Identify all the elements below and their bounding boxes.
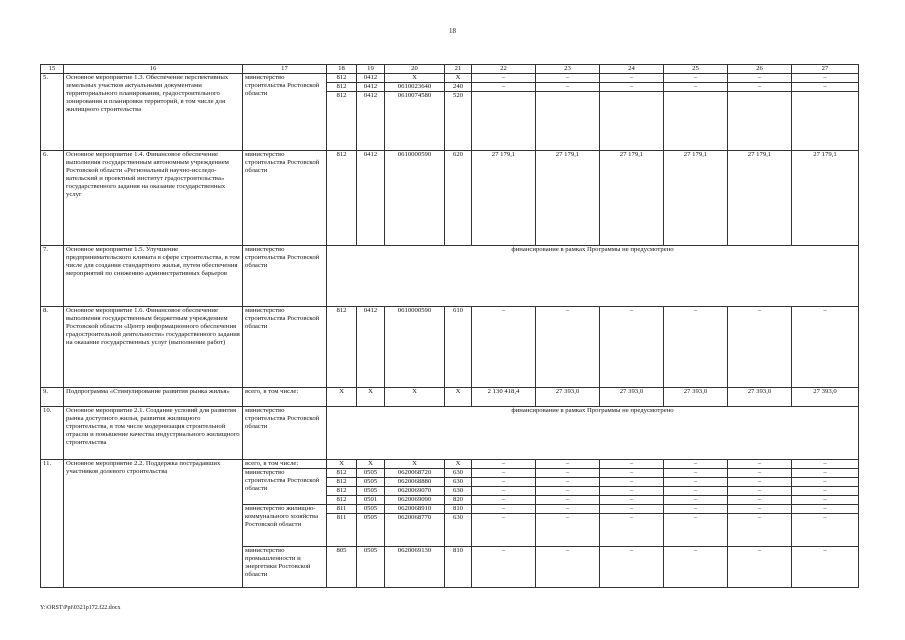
column-header: 25: [664, 65, 728, 74]
value-cell: –: [664, 74, 728, 83]
code-cell: 812: [327, 307, 357, 388]
value-cell: –: [472, 307, 536, 388]
value-cell: [472, 92, 536, 151]
value-cell: –: [472, 74, 536, 83]
value-cell: –: [600, 547, 664, 588]
measure-title: Основное мероприятие 1.5. Улучшение предпринимательского климата в сфере строительства, в том числе для создания стандартного жилья, путем обеспечения мероприятий по снижению административных барьеров: [64, 246, 243, 307]
code-cell: X: [385, 388, 445, 407]
code-cell: 0505: [357, 469, 385, 478]
code-cell: 0505: [357, 514, 385, 547]
value-cell: –: [728, 460, 792, 469]
value-cell: –: [664, 496, 728, 505]
code-cell: 0620068880: [385, 478, 445, 487]
value-cell: –: [664, 505, 728, 514]
column-header: 22: [472, 65, 536, 74]
table-body: [41, 65, 859, 588]
executor-cell: всего, в том числе:: [243, 460, 327, 469]
code-cell: 0505: [357, 505, 385, 514]
value-cell: –: [472, 83, 536, 92]
code-cell: 0412: [357, 307, 385, 388]
value-cell: –: [600, 478, 664, 487]
value-cell: 27 179,1: [472, 151, 536, 246]
value-cell: –: [664, 478, 728, 487]
value-cell: 27 179,1: [792, 151, 859, 246]
value-cell: –: [472, 478, 536, 487]
code-cell: 0501: [357, 496, 385, 505]
code-cell: 0620069090: [385, 496, 445, 505]
measure-title: Основное мероприятие 1.6. Финансовое обеспечение выполнения государственным бюджетным учреждением Ростовской области «Центр информационного обеспечения градостроительной деятельности» государственного задания на оказание государственных услуг (выполнение работ): [64, 307, 243, 388]
code-cell: 812: [327, 469, 357, 478]
value-cell: 27 179,1: [600, 151, 664, 246]
value-cell: –: [664, 487, 728, 496]
financing-note: финансирование в рамках Программы не предусмотрено: [327, 407, 859, 460]
value-cell: –: [792, 505, 859, 514]
table-row: [41, 74, 859, 83]
code-cell: 812: [327, 496, 357, 505]
value-cell: –: [536, 514, 600, 547]
value-cell: 27 393,0: [792, 388, 859, 407]
value-cell: 27 393,0: [536, 388, 600, 407]
value-cell: –: [536, 487, 600, 496]
column-header: 26: [728, 65, 792, 74]
value-cell: –: [472, 514, 536, 547]
column-header: 20: [385, 65, 445, 74]
value-cell: –: [536, 478, 600, 487]
code-cell: 812: [327, 92, 357, 151]
value-cell: –: [792, 514, 859, 547]
code-cell: X: [357, 460, 385, 469]
row-number: 5.: [41, 74, 64, 151]
code-cell: 520: [445, 92, 472, 151]
value-cell: –: [536, 307, 600, 388]
executor-cell: министерство жилищно-коммунального хозяйства Ростовской области: [243, 505, 327, 547]
value-cell: [600, 92, 664, 151]
executor-cell: министерство строительства Ростовской области: [243, 307, 327, 388]
value-cell: –: [536, 547, 600, 588]
value-cell: –: [536, 469, 600, 478]
value-cell: –: [792, 478, 859, 487]
value-cell: –: [600, 74, 664, 83]
code-cell: 0412: [357, 92, 385, 151]
value-cell: –: [600, 460, 664, 469]
table-row: [41, 460, 859, 469]
row-number: 11.: [41, 460, 64, 588]
value-cell: –: [664, 460, 728, 469]
code-cell: 805: [327, 547, 357, 588]
measure-title: Основное мероприятие 2.2. Поддержка пострадавших участников долевого строительства: [64, 460, 243, 588]
code-cell: 0412: [357, 151, 385, 246]
code-cell: 820: [445, 496, 472, 505]
code-cell: 812: [327, 478, 357, 487]
code-cell: 0610000590: [385, 151, 445, 246]
value-cell: –: [536, 496, 600, 505]
value-cell: –: [536, 74, 600, 83]
code-cell: 811: [327, 505, 357, 514]
column-header: 19: [357, 65, 385, 74]
value-cell: –: [600, 487, 664, 496]
value-cell: 27 393,0: [728, 388, 792, 407]
code-cell: 812: [327, 151, 357, 246]
file-path-footer: Y:\ORST\Ppi\0321p172.f22.docx: [40, 605, 121, 611]
code-cell: 0505: [357, 487, 385, 496]
row-number: 8.: [41, 307, 64, 388]
value-cell: –: [536, 83, 600, 92]
value-cell: –: [600, 505, 664, 514]
measure-title: Основное мероприятие 1.4. Финансовое обеспечение выполнения государственным автономным учреждением Ростовской области «Региональный научно-исследо-вательский и проектный институт градостроительства» государственного задания на оказание государственных услуг: [64, 151, 243, 246]
measure-title: Основное мероприятие 2.1. Создание условий для развития рынка доступного жилья, развития жилищного строительства, в том числе модернизация строительной отрасли и повышение качества индустриального жилищного строительства: [64, 407, 243, 460]
page-number: 18: [449, 27, 456, 35]
code-cell: 630: [445, 469, 472, 478]
value-cell: –: [792, 469, 859, 478]
value-cell: 27 393,0: [600, 388, 664, 407]
value-cell: –: [664, 307, 728, 388]
value-cell: –: [472, 547, 536, 588]
value-cell: –: [728, 83, 792, 92]
value-cell: [536, 92, 600, 151]
value-cell: –: [600, 469, 664, 478]
value-cell: –: [792, 307, 859, 388]
executor-cell: министерство строительства Ростовской области: [243, 74, 327, 151]
code-cell: 620: [445, 151, 472, 246]
value-cell: –: [728, 547, 792, 588]
value-cell: –: [472, 469, 536, 478]
value-cell: –: [792, 83, 859, 92]
column-header: 27: [792, 65, 859, 74]
column-header: 17: [243, 65, 327, 74]
header-row: [41, 65, 859, 74]
value-cell: –: [600, 496, 664, 505]
value-cell: [728, 92, 792, 151]
value-cell: –: [728, 514, 792, 547]
value-cell: 2 130 418,4: [472, 388, 536, 407]
column-header: 23: [536, 65, 600, 74]
code-cell: 0505: [357, 547, 385, 588]
executor-cell: министерство строительства Ростовской области: [243, 151, 327, 246]
value-cell: –: [664, 83, 728, 92]
row-number: 7.: [41, 246, 64, 307]
value-cell: –: [664, 547, 728, 588]
executor-cell: министерство строительства Ростовской области: [243, 407, 327, 460]
column-header: 21: [445, 65, 472, 74]
column-header: 24: [600, 65, 664, 74]
value-cell: –: [472, 505, 536, 514]
row-number: 6.: [41, 151, 64, 246]
value-cell: –: [792, 460, 859, 469]
code-cell: 0610000590: [385, 307, 445, 388]
row-number: 10.: [41, 407, 64, 460]
code-cell: 0620068770: [385, 514, 445, 547]
table-row: [41, 407, 859, 460]
financing-note: финансирование в рамках Программы не предусмотрено: [327, 246, 859, 307]
measure-title: Подпрограмма «Стимулирование развития рынка жилья»: [64, 388, 243, 407]
executor-cell: министерство строительства Ростовской области: [243, 469, 327, 505]
value-cell: 27 393,0: [664, 388, 728, 407]
value-cell: –: [536, 460, 600, 469]
value-cell: –: [728, 74, 792, 83]
code-cell: 630: [445, 514, 472, 547]
value-cell: –: [728, 307, 792, 388]
code-cell: 0620068720: [385, 469, 445, 478]
code-cell: 630: [445, 478, 472, 487]
code-cell: 810: [445, 505, 472, 514]
executor-cell: министерство промышленности и энергетики Ростовской области: [243, 547, 327, 588]
code-cell: 630: [445, 487, 472, 496]
value-cell: –: [664, 514, 728, 547]
code-cell: 812: [327, 74, 357, 83]
table-row: [41, 388, 859, 407]
code-cell: 240: [445, 83, 472, 92]
code-cell: X: [445, 460, 472, 469]
code-cell: 810: [445, 547, 472, 588]
code-cell: X: [445, 388, 472, 407]
code-cell: 0505: [357, 478, 385, 487]
code-cell: 812: [327, 83, 357, 92]
code-cell: 811: [327, 514, 357, 547]
value-cell: –: [472, 496, 536, 505]
value-cell: [792, 92, 859, 151]
column-header: 15: [41, 65, 64, 74]
code-cell: 0610023640: [385, 83, 445, 92]
code-cell: 0412: [357, 83, 385, 92]
code-cell: 0620069070: [385, 487, 445, 496]
value-cell: –: [792, 496, 859, 505]
code-cell: 0620069130: [385, 547, 445, 588]
value-cell: –: [792, 547, 859, 588]
column-header: 16: [64, 65, 243, 74]
code-cell: 610: [445, 307, 472, 388]
code-cell: X: [327, 388, 357, 407]
measure-title: Основное мероприятие 1.3. Обеспечение перспективных земельных участков актуальными документами территориального планирования, градостроительного зонирования и планировки территорий, в том числе для жилищного строительства: [64, 74, 243, 151]
value-cell: –: [728, 478, 792, 487]
executor-cell: министерство строительства Ростовской области: [243, 246, 327, 307]
code-cell: X: [385, 74, 445, 83]
code-cell: 812: [327, 487, 357, 496]
value-cell: –: [728, 505, 792, 514]
value-cell: [664, 92, 728, 151]
value-cell: –: [472, 487, 536, 496]
value-cell: –: [728, 496, 792, 505]
value-cell: –: [728, 487, 792, 496]
table-row: [41, 151, 859, 246]
value-cell: –: [664, 469, 728, 478]
value-cell: –: [600, 83, 664, 92]
value-cell: 27 179,1: [664, 151, 728, 246]
value-cell: –: [600, 514, 664, 547]
code-cell: 0610074580: [385, 92, 445, 151]
value-cell: –: [792, 487, 859, 496]
value-cell: –: [728, 469, 792, 478]
value-cell: –: [792, 74, 859, 83]
code-cell: X: [445, 74, 472, 83]
code-cell: 0620068910: [385, 505, 445, 514]
budget-table: [40, 64, 859, 588]
value-cell: 27 179,1: [536, 151, 600, 246]
row-number: 9.: [41, 388, 64, 407]
value-cell: –: [472, 460, 536, 469]
value-cell: 27 179,1: [728, 151, 792, 246]
value-cell: –: [536, 505, 600, 514]
code-cell: 0412: [357, 74, 385, 83]
column-header: 18: [327, 65, 357, 74]
code-cell: X: [385, 460, 445, 469]
table-row: [41, 246, 859, 307]
table-row: [41, 307, 859, 388]
code-cell: X: [327, 460, 357, 469]
value-cell: –: [600, 307, 664, 388]
executor-cell: всего, в том числе:: [243, 388, 327, 407]
code-cell: X: [357, 388, 385, 407]
